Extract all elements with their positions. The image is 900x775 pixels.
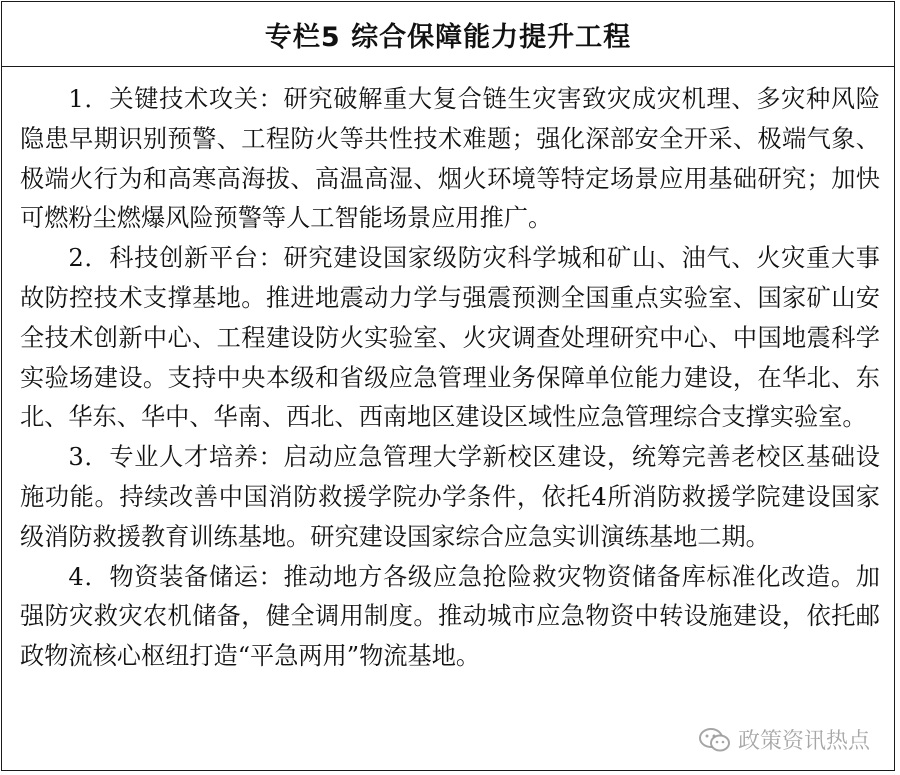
paragraph-text: 专业人才培养：启动应急管理大学新校区建设，统筹完善老校区基础设施功能。持续改善中国消防救援学院办学条件，依托4所消防救援学院建设国家级消防救援教育训练基地。研究建设国家综合应急实训演练基地二期。 [20,443,880,551]
paragraph-number: 2． [68,244,110,273]
paragraph-text: 科技创新平台：研究建设国家级防灾科学城和矿山、油气、火灾重大事故防控技术支撑基地。推进地震动力学与强震预测全国重点实验室、国家矿山安全技术创新中心、工程建设防火实验室、火灾调查处理研究中心、中国地震科学实验场建设。支持中央本级和省级应急管理业务保障单位能力建设，在华北、东北、华东、华中、华南、西北、西南地区建设区域性应急管理综合支撑实验室。 [20,244,880,432]
paragraph-text: 关键技术攻关：研究破解重大复合链生灾害致灾成灾机理、多灾种风险隐患早期识别预警、工程防火等共性技术难题；强化深部安全开采、极端气象、极端火行为和高寒高海拔、高温高湿、烟火环境等特定场景应用基础研究；加快可燃粉尘燃爆风险预警等人工智能场景应用推广。 [20,85,880,233]
column-panel [1,1,895,771]
watermark-text: 政策资讯热点 [737,729,870,754]
paragraph-number: 1． [68,85,110,113]
paragraph-4 [20,558,880,677]
column-title: 专栏5 综合保障能力提升工程 [2,2,894,67]
paragraph-text: 物资装备储运：推动地方各级应急抢险救灾物资储备库标准化改造。加强防灾救灾农机储备，健全调用制度。推动城市应急物资中转设施建设，依托邮政物流核心枢纽打造“平急两用”物流基地。 [20,562,880,671]
column-content [20,80,880,677]
paragraph-3 [20,438,880,557]
paragraph-number: 4． [68,562,110,591]
paragraph-number: 3． [68,443,110,472]
paragraph-2 [20,239,880,438]
paragraph-1 [20,80,880,239]
